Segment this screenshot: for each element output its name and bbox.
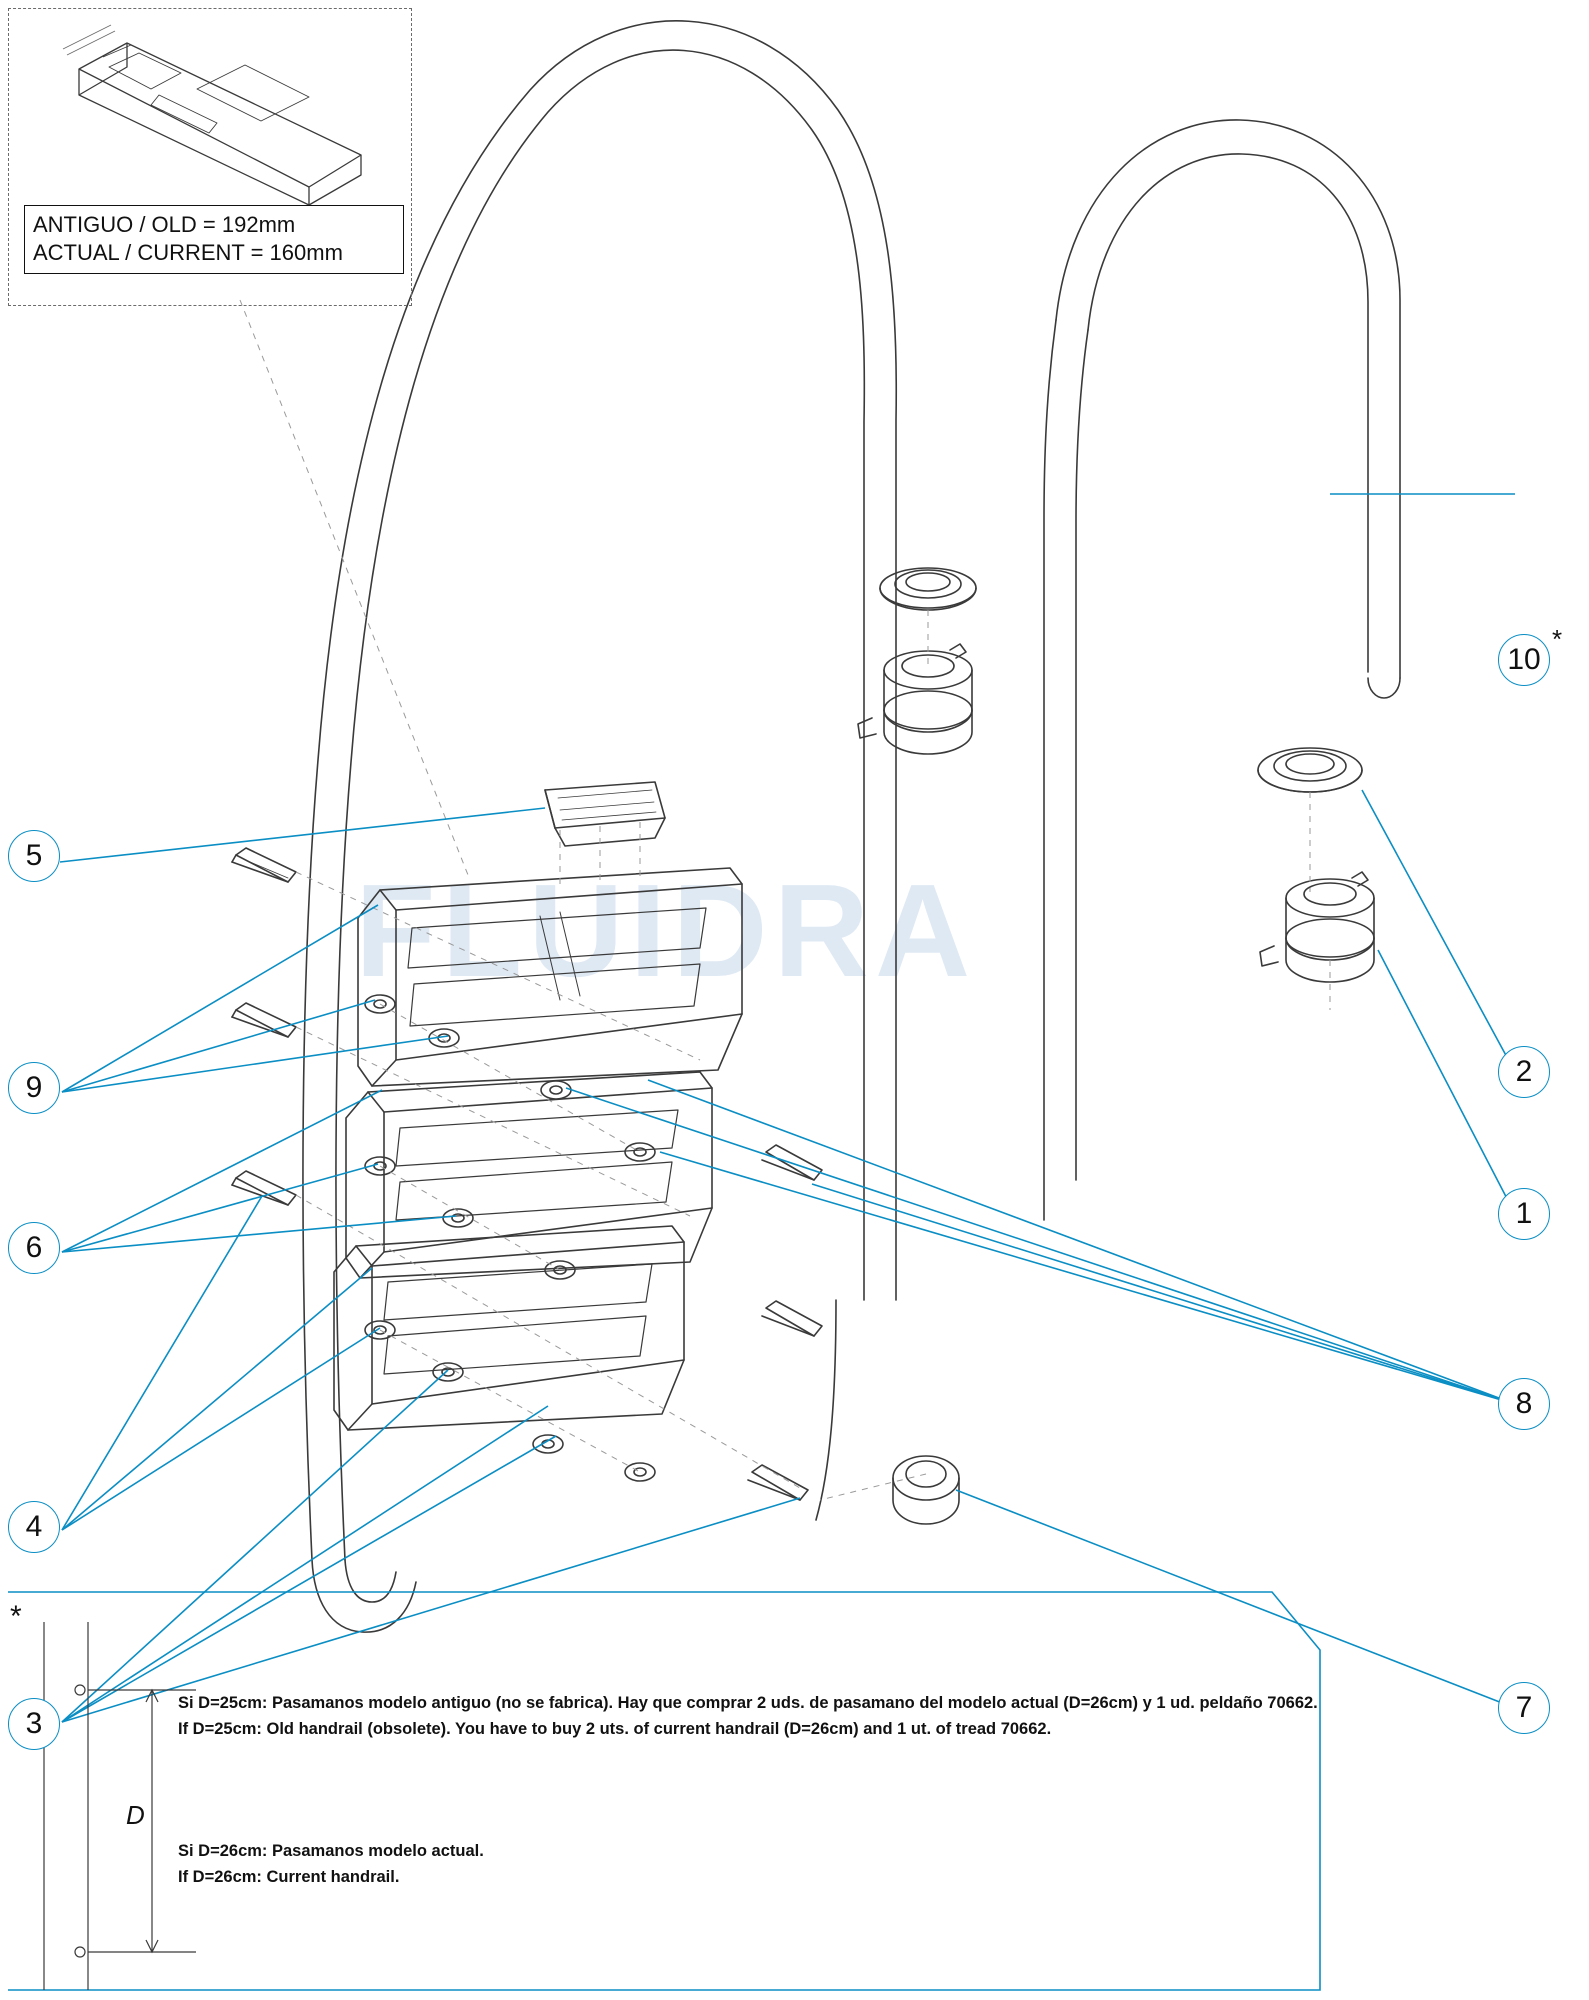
- callout-10[interactable]: 10: [1498, 634, 1550, 686]
- inset-line-current: ACTUAL / CURRENT = 160mm: [33, 239, 343, 265]
- note-1-en: If D=25cm: Old handrail (obsolete). You have to buy 2 uts. of current handrail (D=26cm) and 1 ut. of tread 70662.: [178, 1720, 1052, 1738]
- callout-2[interactable]: 2: [1498, 1046, 1550, 1098]
- callout-5[interactable]: 5: [8, 830, 60, 882]
- dimension-label-d: D: [126, 1800, 145, 1830]
- note-1-es: Si D=25cm: Pasamanos modelo antiguo (no se fabrica). Hay que comprar 2 uds. de pasamano del modelo actual (D=26cm) y 1 ud. peldaño 70662.: [178, 1694, 1318, 1712]
- asterisk-icon-callout-10: *: [1552, 624, 1563, 654]
- note-2-es: Si D=26cm: Pasamanos modelo actual.: [178, 1842, 484, 1860]
- callout-7[interactable]: 7: [1498, 1682, 1550, 1734]
- callout-9[interactable]: 9: [8, 1062, 60, 1114]
- tread-dimension-caption: [24, 205, 404, 274]
- callout-1[interactable]: 1: [1498, 1188, 1550, 1240]
- inset-line-old: ANTIGUO / OLD = 192mm: [33, 212, 296, 237]
- callout-3[interactable]: 3: [8, 1698, 60, 1750]
- callout-6[interactable]: 6: [8, 1222, 60, 1274]
- watermark-fluidra: FLUIDRA: [355, 857, 977, 1004]
- note-2-en: If D=26cm: Current handrail.: [178, 1868, 400, 1886]
- callout-8[interactable]: 8: [1498, 1378, 1550, 1430]
- callout-4[interactable]: 4: [8, 1501, 60, 1553]
- asterisk-icon-note: *: [10, 1600, 22, 1633]
